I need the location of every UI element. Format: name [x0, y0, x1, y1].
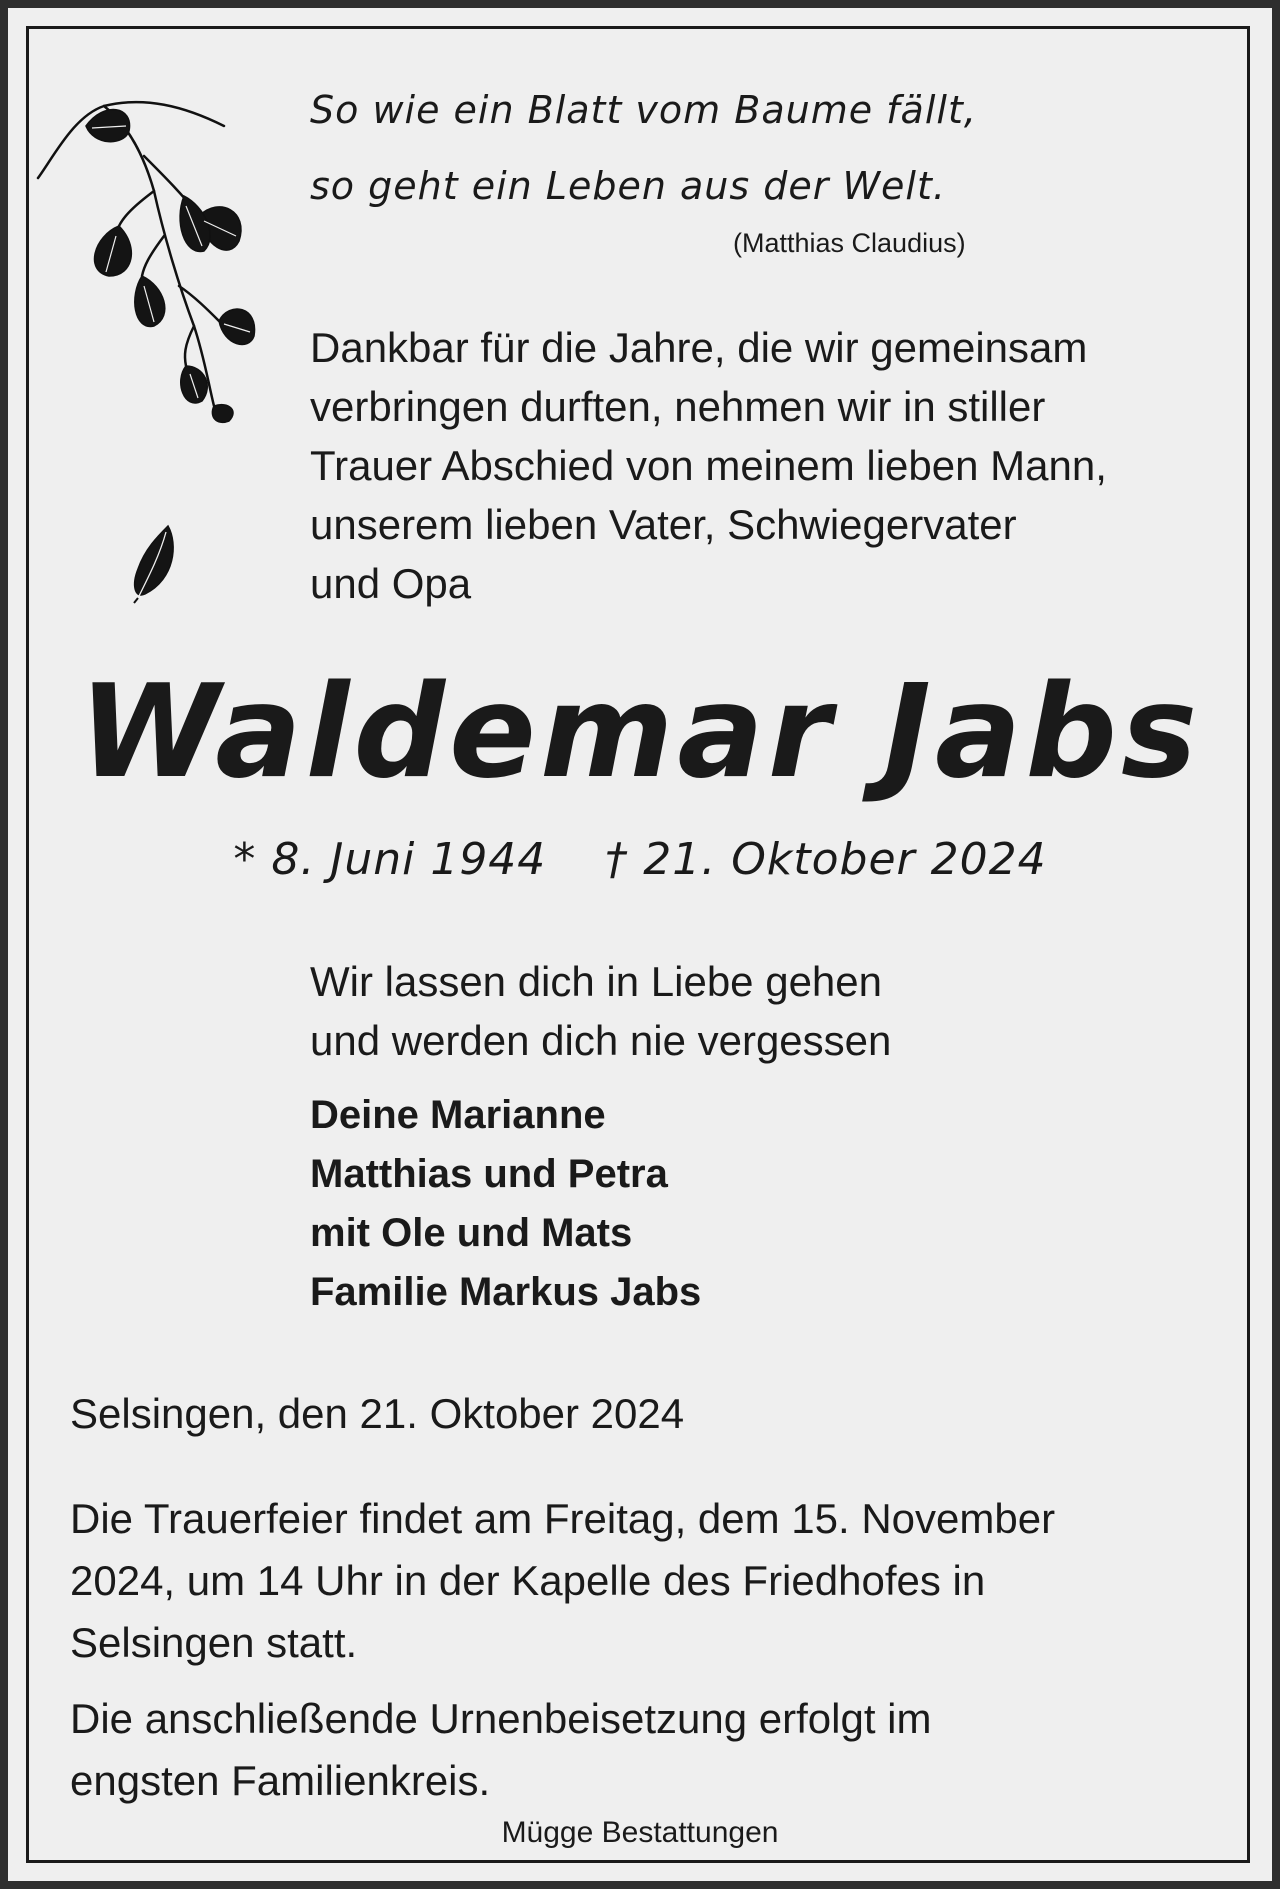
place-date: Selsingen, den 21. Oktober 2024 [70, 1390, 685, 1437]
undertaker-name: Mügge Bestattungen [501, 1816, 779, 1849]
service-line: Die Trauerfeier findet am Freitag, dem 15. November [70, 1495, 1056, 1542]
farewell-motto [310, 952, 891, 1070]
motto-line: und werden dich nie vergessen [310, 1017, 892, 1064]
service-line: 2024, um 14 Uhr in der Kapelle des Friedhofes in [70, 1557, 986, 1604]
motto-line: Wir lassen dich in Liebe gehen [310, 958, 883, 1005]
urn-line: Die anschließende Urnenbeisetzung erfolgt im [70, 1695, 932, 1742]
birch-branch-icon [34, 96, 264, 426]
mourners-list [310, 1086, 701, 1322]
birth-date: * 8. Juni 1944 [233, 834, 547, 885]
life-dates [8, 834, 1272, 885]
mourner: Deine Marianne [310, 1093, 606, 1137]
quote-author: (Matthias Claudius) [733, 228, 966, 258]
intro-line: Dankbar für die Jahre, die wir gemeinsam [310, 324, 1088, 371]
obituary-notice [8, 8, 1272, 1881]
mourner: Matthias und Petra [310, 1152, 668, 1196]
intro-line: verbringen durften, nehmen wir in stiller [310, 383, 1046, 430]
intro-text [310, 318, 1107, 613]
intro-line: und Opa [310, 560, 472, 607]
death-date: † 21. Oktober 2024 [605, 834, 1047, 885]
quote-line-1: So wie ein Blatt vom Baume fällt, [310, 88, 977, 132]
intro-line: Trauer Abschied von meinem lieben Mann, [310, 442, 1107, 489]
mourner: mit Ole und Mats [310, 1211, 633, 1255]
quote-line-2: so geht ein Leben aus der Welt. [310, 164, 946, 208]
mourner: Familie Markus Jabs [310, 1270, 702, 1314]
deceased-name: Waldemar Jabs [78, 658, 1202, 807]
intro-line: unserem lieben Vater, Schwiegervater [310, 501, 1017, 548]
urn-burial-info [70, 1688, 931, 1812]
falling-leaf-icon [130, 524, 180, 604]
funeral-service-info [70, 1488, 1055, 1674]
urn-line: engsten Familienkreis. [70, 1757, 491, 1804]
service-line: Selsingen statt. [70, 1619, 358, 1666]
